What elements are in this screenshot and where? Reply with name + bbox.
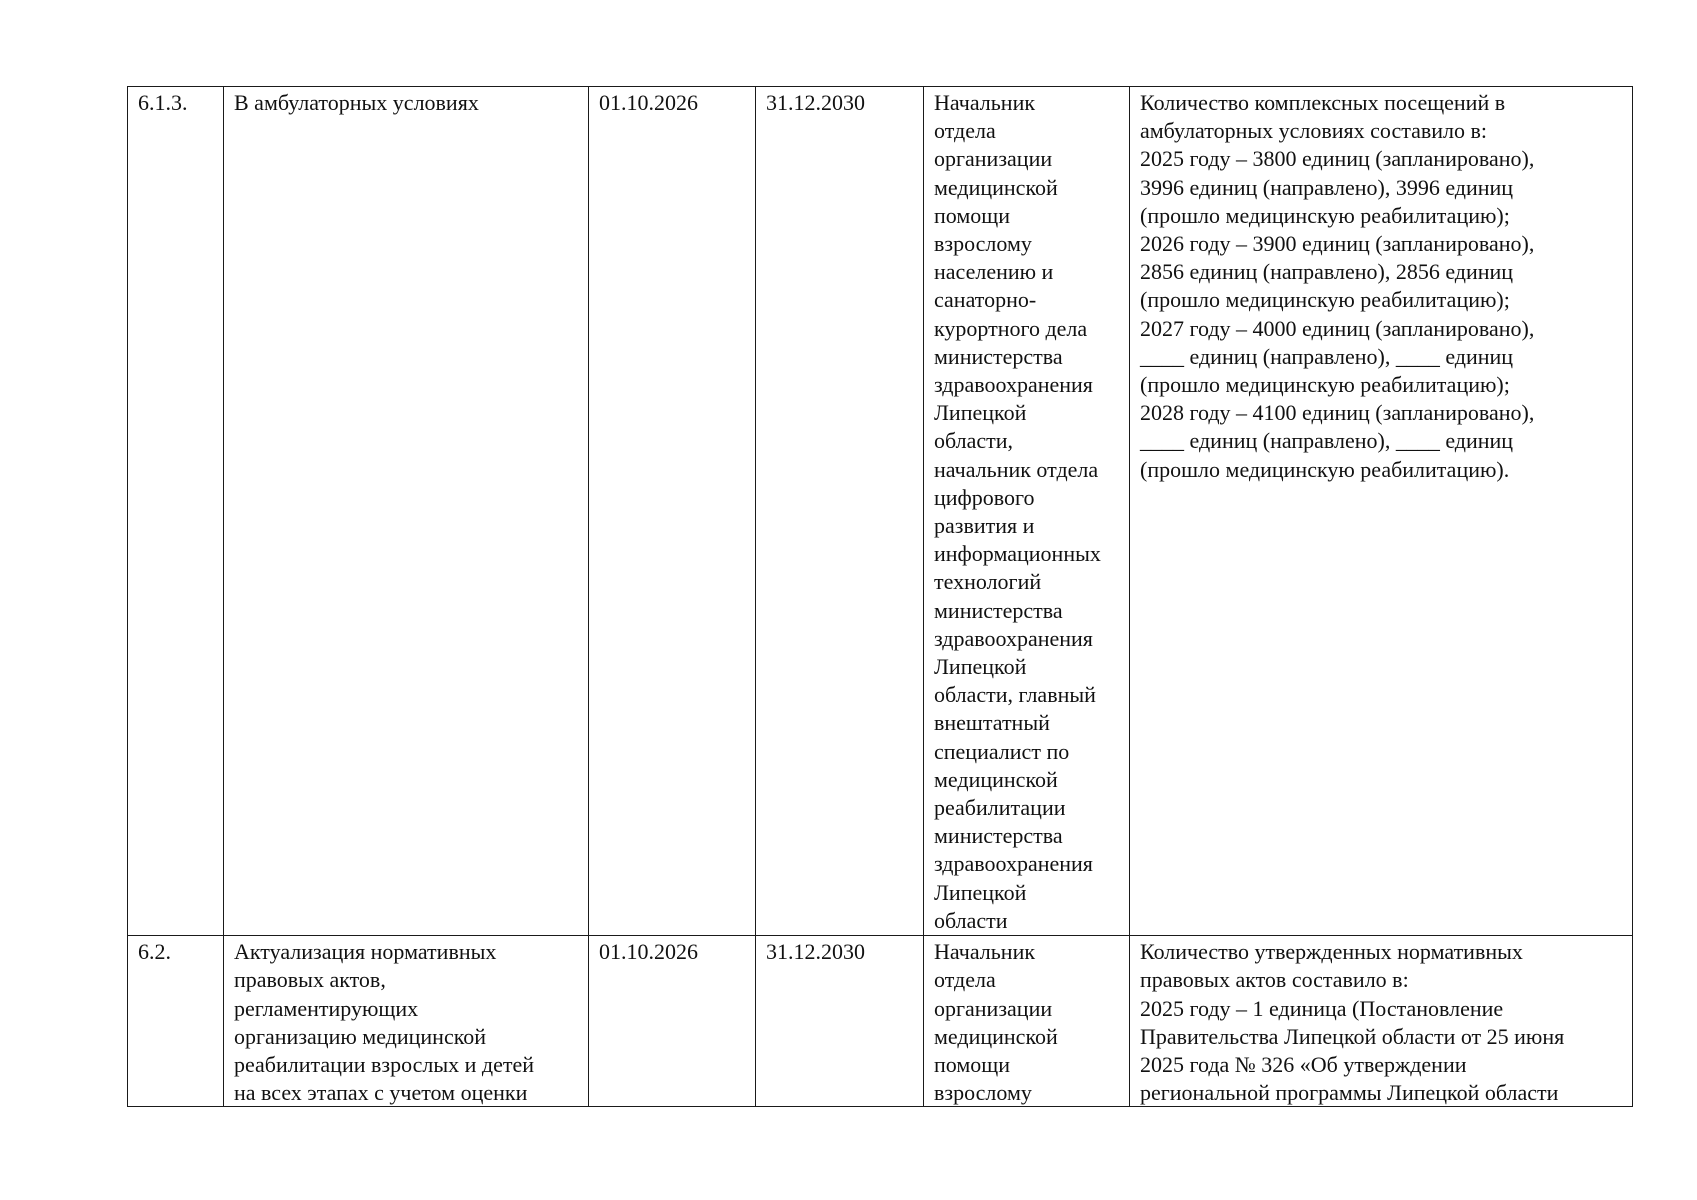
table-row: [128, 936, 1633, 1107]
end-date: 31.12.2030: [766, 939, 865, 965]
item-title-cell: [224, 87, 589, 936]
item-number-cell: [128, 87, 224, 936]
start-date: 01.10.2026: [599, 939, 698, 965]
table-row: [128, 87, 1633, 936]
result-cell: [1130, 87, 1633, 936]
item-title: Актуализация нормативных правовых актов, регламентирующих организацию медицинской реабилитации взрослых и детей на всех этапах с учетом оценки: [234, 939, 535, 1106]
responsible-cell: [924, 936, 1130, 1107]
item-number-cell: [128, 936, 224, 1107]
responsible-persons: Начальник отдела организации медицинской помощи взрослому: [934, 939, 1058, 1106]
responsible-persons: Начальник отдела организации медицинской помощи взрослому населению и санаторно- курортного дела министерства здравоохранения Липецкой области, начальник отдела цифрового развития и информационных технологий министерства здравоохранения Липецкой области, главный внештатный специалист по медицинской реабилитации министерства здравоохранения Липецкой области: [934, 90, 1101, 933]
expected-result: Количество утвержденных нормативных правовых актов составило в: 2025 году – 1 единица (Постановление Правительства Липецкой области от 25 июня 2025 года № 326 «Об утверждении региональной программы Липецкой области: [1140, 939, 1565, 1106]
item-title: В амбулаторных условиях: [234, 90, 479, 115]
expected-result: Количество комплексных посещений в амбулаторных условиях составило в: 2025 году – 3800 единиц (запланировано), 3996 единиц (направлено), 3996 единиц (прошло медицинскую реабилитацию); 2026 году – 3900 единиц (запланировано), 2856 единиц (направлено), 2856 единиц (прошло медицинскую реабилитацию); 2027 году – 4000 единиц (запланировано), ____ единиц (направлено), ____ единиц (прошло медицинскую реабилитацию); 2028 году – 4100 единиц (запланировано), ____ единиц (направлено), ____ единиц (прошло медицинскую реабилитацию).: [1140, 90, 1535, 482]
start-date-cell: [589, 87, 756, 936]
activity-plan-table: [127, 86, 1633, 1107]
end-date: 31.12.2030: [766, 90, 865, 115]
start-date: 01.10.2026: [599, 90, 698, 115]
item-title-cell: [224, 936, 589, 1107]
end-date-cell: [756, 936, 924, 1107]
result-cell: [1130, 936, 1633, 1107]
responsible-cell: [924, 87, 1130, 936]
item-number: 6.1.3.: [138, 90, 188, 115]
end-date-cell: [756, 87, 924, 936]
item-number: 6.2.: [138, 939, 171, 965]
start-date-cell: [589, 936, 756, 1107]
